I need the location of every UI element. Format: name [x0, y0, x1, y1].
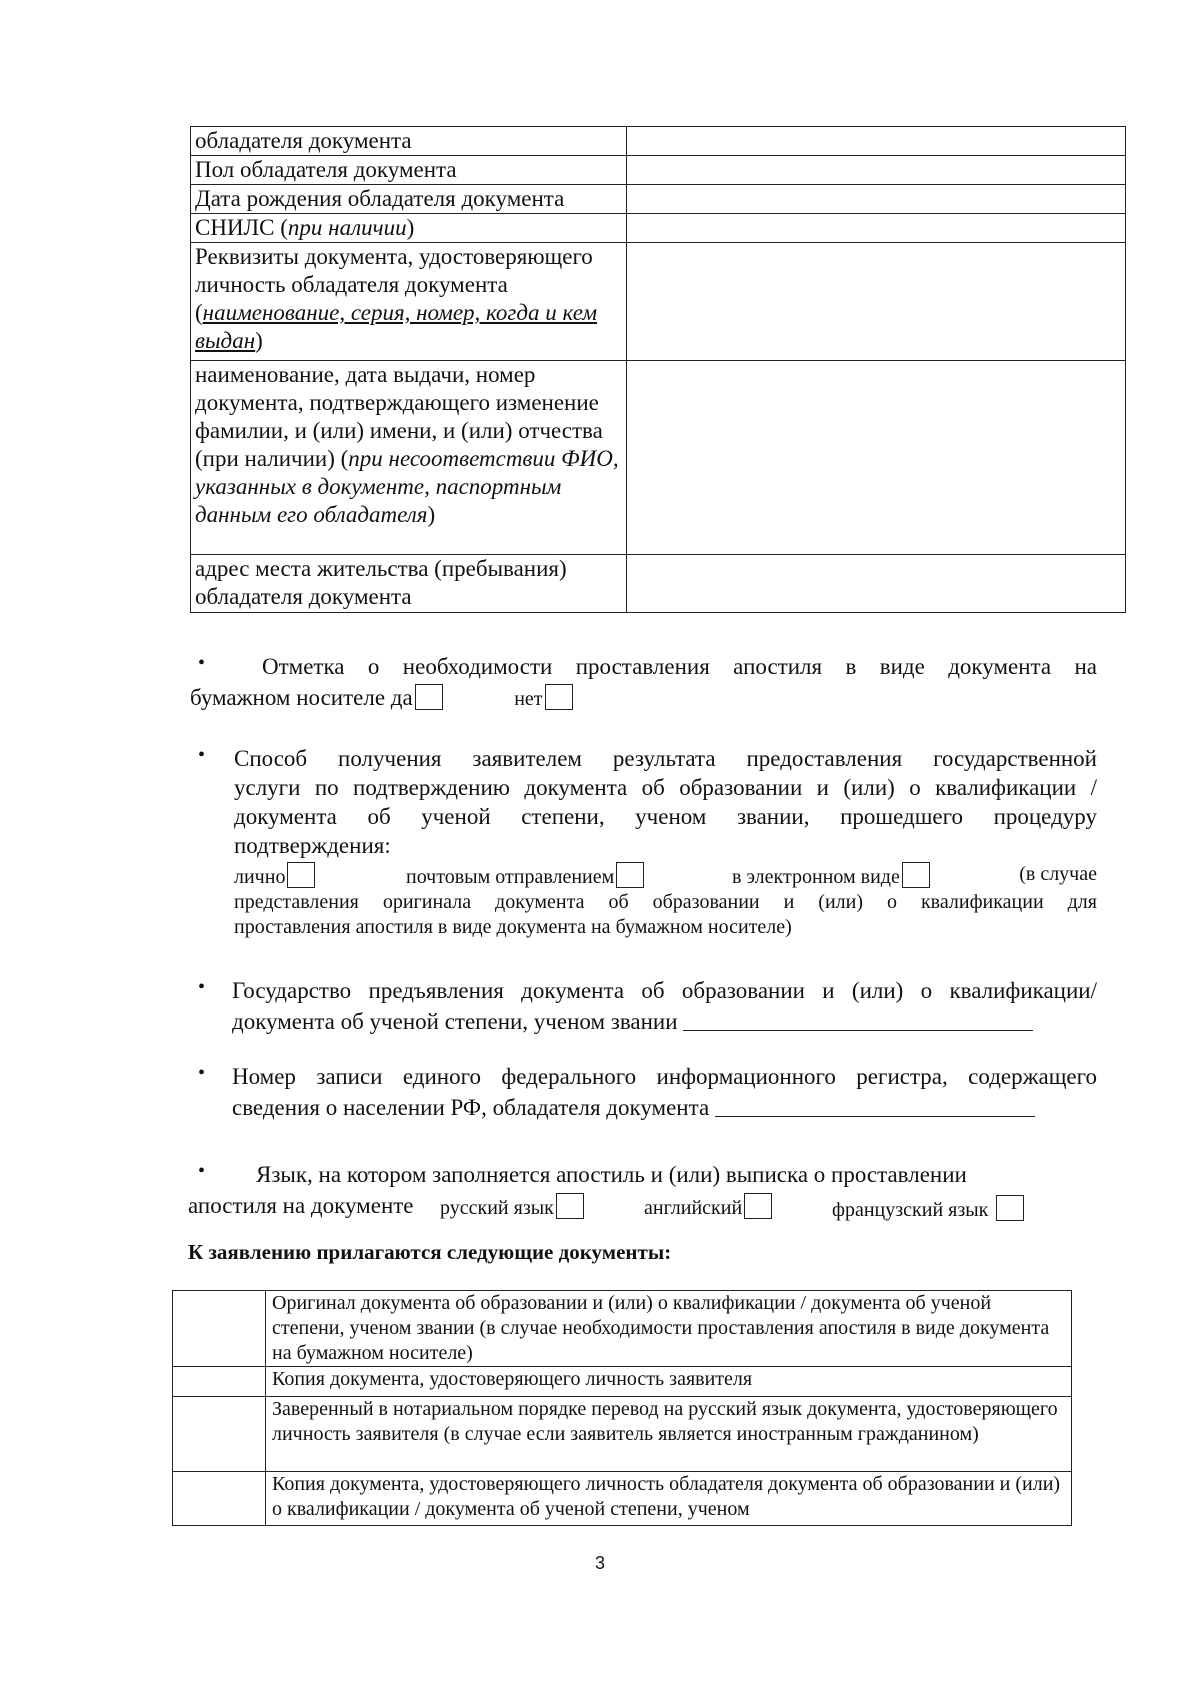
attachment-text: Копия документа, удостоверяющего личность обладателя документа об образовании и (или) о квалификации / документа об ученой степени, ученом: [266, 1472, 1072, 1526]
bullet-text: бумажном носителе да: [190, 685, 413, 710]
note-text: представления оригинала документа об образовании и (или) о квалификации для: [234, 891, 1097, 913]
row-value-field[interactable]: [627, 243, 1126, 361]
register-record-block: [232, 1062, 1097, 1122]
bullet-text-line: [190, 683, 1097, 712]
row-value-field[interactable]: [627, 185, 1126, 214]
bullet-text: Государство предъявления документа об образовании и (или) о квалификации/: [232, 978, 1097, 1003]
option-fr: [832, 1195, 1024, 1223]
page-number: 3: [594, 1553, 605, 1573]
option-post: [406, 862, 644, 890]
option-electronic: [732, 862, 930, 890]
bullet-icon: •: [198, 976, 206, 998]
attachment-mark-cell[interactable]: [173, 1397, 266, 1472]
table-row: [191, 361, 1126, 555]
option-label: в электронном виде: [732, 866, 900, 888]
yes-checkbox[interactable]: [415, 684, 443, 710]
bullet-text: услуги по подтверждению документа об образовании и (или) о квалификации /: [234, 775, 1097, 800]
bullet-text: подтверждения:: [234, 833, 391, 858]
table-row: [191, 156, 1126, 185]
attachment-mark-cell[interactable]: [173, 1367, 266, 1397]
row-label: [191, 214, 627, 243]
row-label: Пол обладателя документа: [191, 156, 627, 185]
english-checkbox[interactable]: [744, 1193, 772, 1219]
bullet-text: сведения о населении РФ, обладателя документа: [232, 1095, 710, 1120]
attachment-text: Копия документа, удостоверяющего личность заявителя: [266, 1367, 1072, 1397]
record-number-input-line[interactable]: [715, 1094, 1035, 1117]
bullet-icon: •: [198, 652, 206, 674]
apostille-language-block: [188, 1160, 1088, 1221]
attachments-heading: К заявлению прилагаются следующие документы:: [188, 1240, 672, 1264]
label-text: СНИЛС (: [195, 215, 288, 240]
label-end: ): [406, 215, 415, 240]
label-end: ): [255, 328, 263, 353]
option-en: [644, 1193, 772, 1221]
attachment-mark-cell[interactable]: [173, 1291, 266, 1367]
row-value-field[interactable]: [627, 127, 1126, 156]
row-label: адрес места жительства (пребывания) обладателя документа: [191, 555, 627, 613]
table-row: [173, 1291, 1072, 1367]
row-value-field[interactable]: [627, 214, 1126, 243]
attachment-text: Оригинал документа об образовании и (или) о квалификации / документа об ученой степени, ученом звании (в случае необходимости проставления апостиля в виде документа на бумажном носителе): [266, 1291, 1072, 1367]
option-ru: [440, 1193, 584, 1221]
table-row: [191, 185, 1126, 214]
holder-details-table: [190, 126, 1126, 613]
russian-checkbox[interactable]: [556, 1193, 584, 1219]
personal-checkbox[interactable]: [287, 862, 315, 888]
option-label: почтовым отправлением: [406, 866, 615, 888]
option-label: французский язык: [832, 1199, 989, 1221]
presentation-country-block: [232, 976, 1097, 1036]
bullet-text: апостиля на документе: [188, 1193, 414, 1218]
attachment-mark-cell[interactable]: [173, 1472, 266, 1526]
bullet-icon: •: [198, 1062, 206, 1084]
no-checkbox[interactable]: [545, 684, 573, 710]
row-label: Дата рождения обладателя документа: [191, 185, 627, 214]
table-row: [191, 555, 1126, 613]
label-text: наименование, дата выдачи, номер документа, подтверждающего изменение фамилии, и (или) имени, и (или) отчества (при наличии) (: [195, 362, 603, 471]
label-italic: наименование, серия, номер, когда и кем выдан: [195, 300, 598, 353]
row-value-field[interactable]: [627, 361, 1126, 555]
language-options: [188, 1191, 1088, 1221]
option-personal: [234, 862, 315, 890]
label-end: ): [427, 502, 436, 527]
row-label: [191, 243, 627, 361]
option-label: английский: [644, 1197, 743, 1219]
bullet-text: документа об ученой степени, ученом звании, прошедшего процедуру: [234, 804, 1097, 829]
electronic-checkbox[interactable]: [902, 862, 930, 888]
table-row: [191, 214, 1126, 243]
option-label: русский язык: [440, 1197, 554, 1219]
label-italic: при наличии: [287, 215, 407, 240]
table-row: [191, 243, 1126, 361]
bullet-text: документа об ученой степени, ученом звании: [232, 1009, 678, 1034]
bullet-icon: •: [198, 744, 206, 766]
row-label: обладателя документа: [191, 127, 627, 156]
delivery-options: [234, 862, 1097, 890]
row-label: [191, 361, 627, 555]
bullet-icon: •: [198, 1160, 206, 1182]
no-label: нет: [514, 688, 543, 710]
bullet-text: Отметка о необходимости проставления апостиля в виде документа на: [262, 654, 1097, 679]
bullet-text: Язык, на котором заполняется апостиль и (или) выписка о проставлении: [256, 1162, 967, 1187]
bullet-text-line: [232, 1093, 1097, 1122]
french-checkbox[interactable]: [996, 1195, 1024, 1221]
table-row: [191, 127, 1126, 156]
apostille-paper-block: [190, 652, 1097, 712]
post-checkbox[interactable]: [616, 862, 644, 888]
option-label: лично: [234, 866, 286, 888]
label-text: Реквизиты документа, удостоверяющего личность обладателя документа (: [195, 244, 593, 325]
table-row: [173, 1472, 1072, 1526]
note-text: (в случае: [1019, 863, 1097, 885]
bullet-text: Способ получения заявителем результата предоставления государственной: [234, 746, 1097, 771]
country-input-line[interactable]: [683, 1008, 1033, 1031]
bullet-text-line: [232, 1007, 1097, 1036]
row-value-field[interactable]: [627, 555, 1126, 613]
bullet-text: Номер записи единого федерального информационного регистра, содержащего: [232, 1064, 1097, 1089]
table-row: [173, 1367, 1072, 1397]
label-italic: при несоответствии ФИО, указанных в документе, паспортным данным его обладателя: [195, 446, 619, 527]
attachment-text: Заверенный в нотариальном порядке перевод на русский язык документа, удостоверяющего личность заявителя (в случае если заявитель является иностранным гражданином): [266, 1397, 1072, 1472]
attachments-table: [172, 1290, 1072, 1526]
note-text: проставления апостиля в виде документа на бумажном носителе): [234, 916, 792, 938]
row-value-field[interactable]: [627, 156, 1126, 185]
delivery-method-block: [234, 744, 1097, 940]
table-row: [173, 1397, 1072, 1472]
